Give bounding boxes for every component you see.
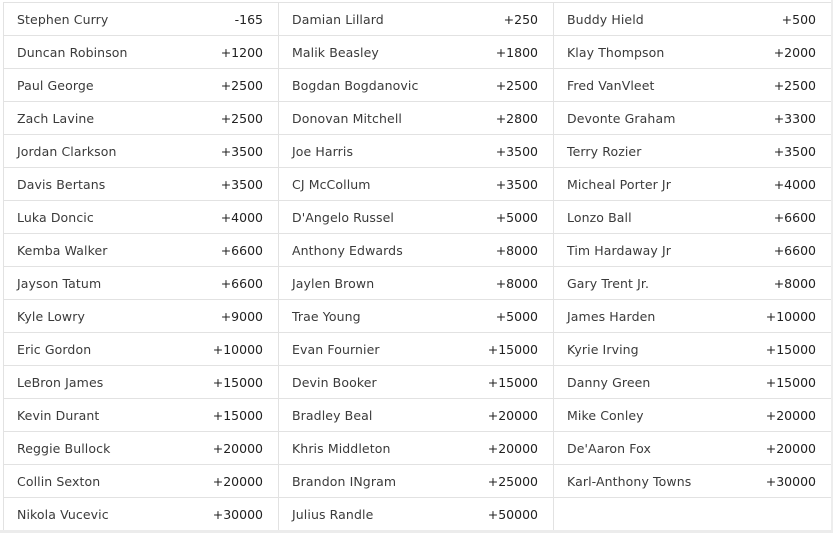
player-odds-pair [279,201,553,233]
player-name: Terry Rozier [567,143,642,159]
player-odds: +20000 [487,440,538,456]
player-odds-pair [4,267,278,299]
player-cell [279,333,554,366]
player-cell [279,3,554,36]
player-cell [554,267,832,300]
player-name: Fred VanVleet [567,77,655,93]
player-odds: +2800 [495,110,538,126]
player-odds-pair [279,300,553,332]
player-odds: +3500 [773,143,816,159]
player-odds-pair [279,333,553,365]
player-odds: +4000 [773,176,816,192]
player-name: Jayson Tatum [17,275,102,291]
player-name: Donovan Mitchell [292,110,402,126]
table-row [4,267,832,300]
player-odds: +15000 [765,374,816,390]
player-odds-pair [554,432,831,464]
player-odds: +3500 [495,143,538,159]
player-cell [279,366,554,399]
player-odds: +3500 [220,143,263,159]
player-name: Gary Trent Jr. [567,275,650,291]
player-odds: +30000 [212,506,263,522]
player-odds-pair [4,168,278,200]
player-cell [4,201,279,234]
player-odds-pair [4,36,278,68]
player-name: Bradley Beal [292,407,373,423]
table-row [4,300,832,333]
player-odds-pair [554,3,831,35]
player-name: Klay Thompson [567,44,665,60]
player-cell [4,135,279,168]
player-odds: +9000 [220,308,263,324]
player-odds-pair [554,168,831,200]
player-name: Kevin Durant [17,407,100,423]
player-cell [279,168,554,201]
player-odds-pair [554,333,831,365]
player-odds: +500 [781,11,816,27]
player-name: Devonte Graham [567,110,676,126]
player-name: CJ McCollum [292,176,371,192]
player-odds: +15000 [487,341,538,357]
player-cell [4,498,279,531]
player-odds-pair [554,465,831,497]
player-odds: +2500 [773,77,816,93]
player-odds: +20000 [212,440,263,456]
player-name: Jordan Clarkson [17,143,117,159]
player-cell [279,102,554,135]
player-odds: +1200 [220,44,263,60]
player-odds: +15000 [212,407,263,423]
player-name: Davis Bertans [17,176,106,192]
player-odds-pair [4,465,278,497]
player-odds-pair [279,465,553,497]
player-name: Luka Doncic [17,209,94,225]
player-cell [554,498,832,531]
player-name: Paul George [17,77,94,93]
player-name: Micheal Porter Jr [567,176,671,192]
player-cell [279,432,554,465]
player-odds: +3500 [495,176,538,192]
player-cell [279,135,554,168]
player-name: Buddy Hield [567,11,644,27]
player-odds: +15000 [212,374,263,390]
player-name: Bogdan Bogdanovic [292,77,419,93]
player-odds-pair [554,366,831,398]
player-odds-pair [554,102,831,134]
player-name: Tim Hardaway Jr [567,242,672,258]
player-odds-pair [279,498,553,530]
player-odds: +8000 [495,242,538,258]
player-odds-pair [554,135,831,167]
player-odds: +1800 [495,44,538,60]
player-odds: +8000 [495,275,538,291]
player-cell [279,36,554,69]
player-odds-pair [4,432,278,464]
player-cell [279,399,554,432]
player-cell [279,300,554,333]
player-odds: +4000 [220,209,263,225]
table-row [4,168,832,201]
player-name: Duncan Robinson [17,44,128,60]
player-odds: +6600 [773,242,816,258]
player-cell [4,168,279,201]
player-odds-pair [554,234,831,266]
player-odds: +8000 [773,275,816,291]
player-cell [279,69,554,102]
odds-table-body [4,3,832,531]
table-row [4,102,832,135]
player-cell [4,465,279,498]
player-name: Jaylen Brown [292,275,375,291]
player-cell [554,168,832,201]
player-odds: +5000 [495,308,538,324]
player-cell [4,333,279,366]
player-cell [4,300,279,333]
player-name: Joe Harris [292,143,354,159]
table-row [4,234,832,267]
player-odds: +250 [503,11,538,27]
player-cell [554,3,832,36]
player-odds-pair [279,234,553,266]
player-cell [554,399,832,432]
table-row [4,498,832,531]
player-name: De'Aaron Fox [567,440,651,456]
table-row [4,465,832,498]
player-cell [279,234,554,267]
player-cell [554,366,832,399]
player-odds: +5000 [495,209,538,225]
player-odds-pair [4,300,278,332]
player-cell [4,3,279,36]
player-cell [4,366,279,399]
table-row [4,333,832,366]
player-odds-pair [554,267,831,299]
player-name: Evan Fournier [292,341,380,357]
player-odds-pair [554,201,831,233]
player-cell [554,36,832,69]
player-name: Nikola Vucevic [17,506,109,522]
player-cell [279,465,554,498]
player-name: James Harden [567,308,656,324]
player-name: Devin Booker [292,374,377,390]
player-name: Julius Randle [292,506,374,522]
player-name: Kyrie Irving [567,341,639,357]
player-name: Trae Young [292,308,361,324]
player-odds: +10000 [212,341,263,357]
player-name: Brandon INgram [292,473,397,489]
player-name: Kemba Walker [17,242,108,258]
player-cell [554,135,832,168]
player-cell [554,69,832,102]
player-odds-pair [4,234,278,266]
player-name: Collin Sexton [17,473,101,489]
player-odds: +20000 [765,407,816,423]
player-odds-pair [554,498,831,530]
player-odds-pair [279,267,553,299]
table-row [4,36,832,69]
player-odds-pair [279,69,553,101]
player-name: D'Angelo Russel [292,209,394,225]
player-odds: +10000 [765,308,816,324]
player-odds-pair [279,366,553,398]
player-odds: +15000 [487,374,538,390]
player-odds: +20000 [212,473,263,489]
player-odds-pair [279,135,553,167]
player-odds-pair [554,36,831,68]
table-row [4,69,832,102]
player-odds-pair [554,300,831,332]
table-row [4,201,832,234]
player-odds-pair [4,399,278,431]
player-cell [554,102,832,135]
player-cell [4,267,279,300]
player-odds: +20000 [765,440,816,456]
player-cell [554,465,832,498]
player-cell [554,201,832,234]
table-row [4,432,832,465]
player-name: Eric Gordon [17,341,92,357]
player-odds: +30000 [765,473,816,489]
player-odds-pair [4,3,278,35]
player-odds: +20000 [487,407,538,423]
player-odds: +2000 [773,44,816,60]
player-odds: +25000 [487,473,538,489]
player-name: Karl-Anthony Towns [567,473,692,489]
player-name: Reggie Bullock [17,440,111,456]
player-odds: +2500 [220,77,263,93]
player-odds-pair [554,399,831,431]
player-name: Damian Lillard [292,11,384,27]
player-odds-pair [279,102,553,134]
player-cell [4,399,279,432]
player-odds: +6600 [220,242,263,258]
player-cell [554,234,832,267]
table-row [4,399,832,432]
player-odds: +6600 [773,209,816,225]
player-odds: +3300 [773,110,816,126]
player-cell [279,267,554,300]
player-odds-pair [4,102,278,134]
player-odds-pair [4,333,278,365]
player-name: LeBron James [17,374,104,390]
player-name: Zach Lavine [17,110,95,126]
player-odds-pair [4,69,278,101]
player-cell [4,36,279,69]
player-name: Lonzo Ball [567,209,632,225]
player-odds-pair [279,399,553,431]
player-odds: -165 [234,11,263,27]
player-odds-pair [4,498,278,530]
player-name: Kyle Lowry [17,308,85,324]
player-odds: +2500 [220,110,263,126]
player-cell [4,102,279,135]
player-name: Stephen Curry [17,11,109,27]
player-name: Malik Beasley [292,44,379,60]
player-odds: +6600 [220,275,263,291]
player-cell [4,69,279,102]
player-cell [4,234,279,267]
player-cell [4,432,279,465]
player-cell [554,432,832,465]
table-row [4,3,832,36]
table-row [4,135,832,168]
player-cell [279,201,554,234]
player-odds: +3500 [220,176,263,192]
player-odds-pair [279,3,553,35]
player-odds-pair [279,432,553,464]
player-name: Anthony Edwards [292,242,403,258]
player-odds: +15000 [765,341,816,357]
player-odds-pair [4,135,278,167]
player-odds-pair [4,201,278,233]
player-name: Khris Middleton [292,440,391,456]
table-row [4,366,832,399]
player-odds-pair [4,366,278,398]
player-odds: +50000 [487,506,538,522]
player-cell [554,300,832,333]
player-odds-pair [279,168,553,200]
player-cell [279,498,554,531]
player-odds-pair [279,36,553,68]
player-odds-pair [554,69,831,101]
player-cell [554,333,832,366]
odds-table [3,2,832,531]
player-name: Danny Green [567,374,651,390]
player-odds: +2500 [495,77,538,93]
player-name: Mike Conley [567,407,644,423]
